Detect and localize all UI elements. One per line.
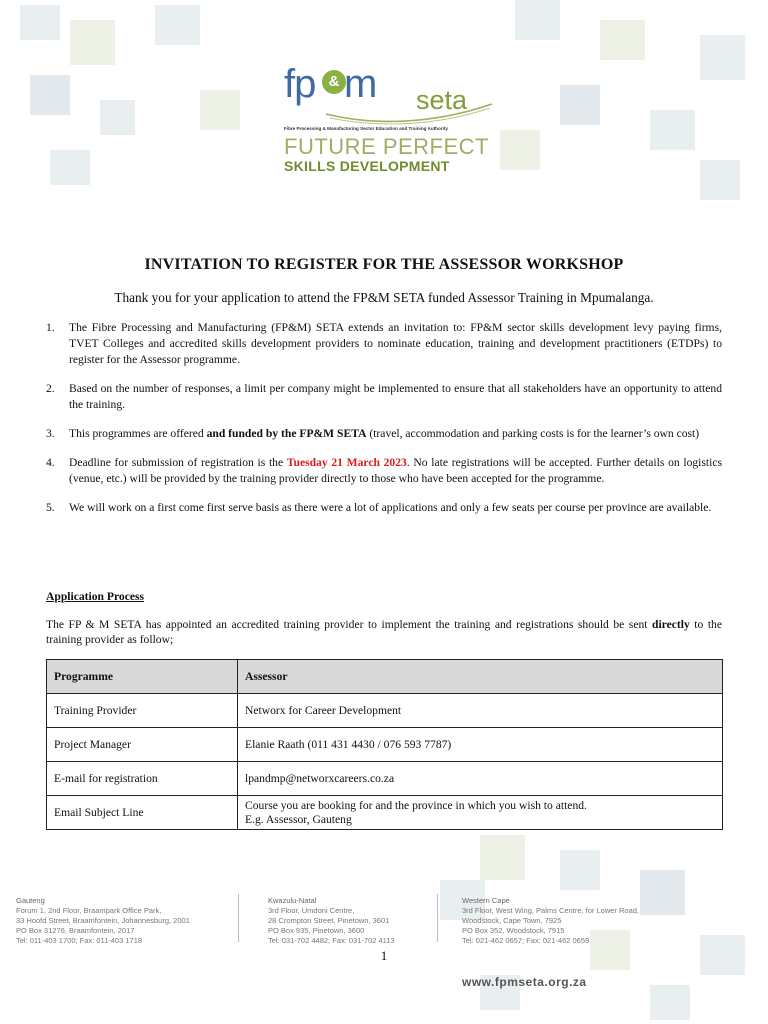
application-process-heading: Application Process [46,590,145,603]
background-square [155,5,200,45]
subject-line-example: E.g. Assessor, Gauteng [245,812,352,826]
application-text-post: to the training provider as follow; [46,618,722,646]
list-item [46,500,722,516]
background-square [640,870,685,915]
intro-text: Thank you for your application to attend the FP&M SETA funded Assessor Training in Mpumalanga. [114,290,654,305]
footer-office-kzn [268,896,395,946]
list-item [46,426,722,442]
table-cell-label: E-mail for registration [47,762,238,796]
background-square [700,160,740,200]
list-item [46,455,722,487]
list-text: Based on the number of responses, a limit per company might be implemented to ensure that all stakeholders have an opportunity to attend the training. [69,382,722,411]
logo-m: m [344,62,377,106]
background-square [500,130,540,170]
table-cell-label: Training Provider [47,694,238,728]
list-number: 2. [46,382,55,395]
table-cell-value: Networx for Career Development [238,694,723,728]
background-square [650,985,690,1020]
footer-address-line: 33 Hoofd Street, Braamfontein, Johannesburg, 2001 [16,916,190,925]
list-number: 1. [46,321,55,334]
footer-address-line: Woodstock, Cape Town, 7925 [462,916,562,925]
document-title: INVITATION TO REGISTER FOR THE ASSESSOR WORKSHOP [144,256,624,273]
table-cell-value [238,796,723,830]
list-number: 3. [46,427,55,440]
background-square [700,35,745,80]
footer-address-line: Forum 1, 2nd Floor, Braampark Office Park, [16,906,162,915]
footer-address-line: PO Box 352, Woodstock, 7915 [462,926,565,935]
footer-address-line: PO Box 935, Pinetown, 3600 [268,926,365,935]
logo-fp: fp [284,62,316,106]
table-row [47,762,723,796]
table-cell-value: Elanie Raath (011 431 4430 / 076 593 7787) [238,728,723,762]
table-row [47,796,723,830]
footer-region: Gauteng [16,896,45,905]
background-square [100,100,135,135]
logo-skills-development: SKILLS DEVELOPMENT [284,158,450,174]
list-text: Deadline for submission of registration is the [69,456,287,469]
background-square [200,90,240,130]
footer-region: Western Cape [462,896,510,905]
footer-office-gauteng [16,896,190,946]
footer-region: Kwazulu-Natal [268,896,317,905]
page-number: 1 [380,948,388,963]
footer-divider [238,894,239,942]
footer-address-line: Tel: 011-403 1700; Fax: 011-403 1718 [16,936,143,945]
footer-address-line: PO Box 31276, Braamfontein, 2017 [16,926,135,935]
footer-address-line: 28 Crompton Street, Pinetown, 3601 [268,916,390,925]
fpm-seta-logo [284,64,494,176]
background-square [560,85,600,125]
registration-info-table [46,659,723,830]
directly-emphasis: directly [652,618,690,631]
table-header-row [47,660,723,694]
application-process-text [46,617,722,647]
background-square [600,20,645,60]
table-header-cell: Assessor [238,660,723,694]
list-number: 5. [46,501,55,514]
background-square [560,850,600,890]
table-row [47,728,723,762]
background-square [20,5,60,40]
email-link[interactable]: lpandmp@networxcareers.co.za [238,762,723,796]
background-square [515,0,560,40]
list-text: This programmes are offered [69,427,207,440]
footer-office-western-cape [462,896,639,946]
footer-address-line: 3rd Floor, West Wing, Palms Centre, for Lower Road, [462,906,640,915]
logo-future-perfect: FUTURE PERFECT [284,134,489,159]
footer-address-line: Tel: 021-462 0657; Fax: 021-462 0659 [462,936,590,945]
funded-emphasis: and funded by the FP&M SETA [206,427,367,440]
list-text: . No late registrations will be accepted. Further details on logistics (venue, etc.) will be provided by the training provider directly to those who have been accepted for the programme. [69,456,723,485]
logo-ampersand: & [322,70,346,94]
footer-address-line: 3rd Floor, Umdoni Centre, [268,906,355,915]
logo-seta: seta [416,85,468,115]
logo-tagline: Fibre Processing & Manufacturing Sector Education and Training Authority [284,126,448,131]
list-number: 4. [46,456,55,469]
deadline-date: Tuesday 21 March 2023 [286,456,407,469]
table-cell-label: Email Subject Line [47,796,238,830]
footer-address-line: Tel: 031-702 4482; Fax: 031-702 4113 [268,936,395,945]
subject-line-text: Course you are booking for and the province in which you wish to attend. [245,798,587,812]
table-header-cell: Programme [47,660,238,694]
list-item [46,381,722,413]
website-link[interactable]: www.fpmseta.org.za [462,975,587,989]
background-square [70,20,115,65]
background-square [650,110,695,150]
numbered-list [46,320,722,529]
table-row [47,694,723,728]
background-square [50,150,90,185]
table-cell-label: Project Manager [47,728,238,762]
background-square [480,835,525,880]
list-text: (travel, accommodation and parking costs is for the learner’s own cost) [366,427,700,440]
application-text-pre: The FP & M SETA has appointed an accredited training provider to implement the training and registrations should be sent [46,618,652,631]
list-item [46,320,722,368]
list-text: We will work on a first come first serve basis as there were a lot of applications and only a few seats per course per province are available. [69,501,712,514]
footer-divider [437,894,438,942]
background-square [30,75,70,115]
list-text: The Fibre Processing and Manufacturing (FP&M) SETA extends an invitation to: FP&M sector skills development levy paying firms, TVET Colleges and accredited skills development providers to nominate education, training and development practitioners (ETDPs) to register for the Assessor programme. [69,321,722,366]
